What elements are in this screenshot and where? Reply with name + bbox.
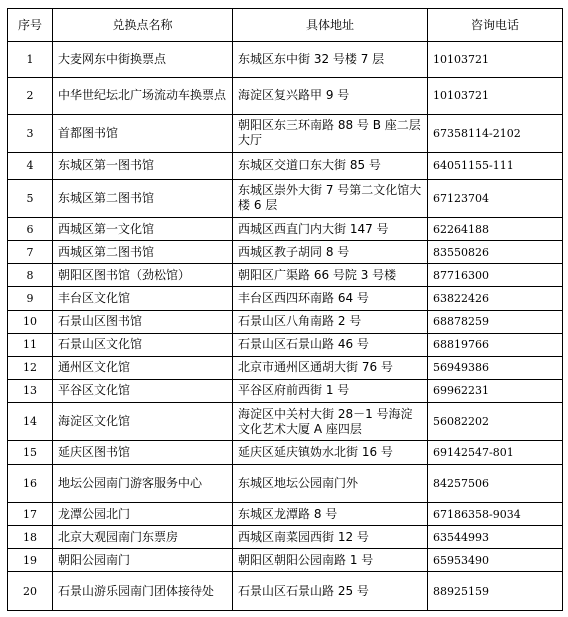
cell-phone: 10103721 <box>428 78 563 114</box>
cell-name: 丰台区文化馆 <box>53 287 233 310</box>
table-row <box>8 310 563 333</box>
table-row <box>8 153 563 179</box>
cell-address: 石景山区八角南路 2 号 <box>233 310 428 333</box>
cell-address: 海淀区复兴路甲 9 号 <box>233 78 428 114</box>
table-row <box>8 333 563 356</box>
cell-phone: 69962231 <box>428 379 563 402</box>
cell-name: 东城区第二图书馆 <box>53 179 233 218</box>
cell-no: 18 <box>8 526 53 549</box>
cell-name: 龙潭公园北门 <box>53 503 233 526</box>
cell-no: 9 <box>8 287 53 310</box>
cell-address: 东城区崇外大街 7 号第二文化馆大楼 6 层 <box>233 179 428 218</box>
cell-name: 延庆区图书馆 <box>53 441 233 464</box>
cell-address: 石景山区石景山路 25 号 <box>233 572 428 611</box>
table-row <box>8 42 563 78</box>
cell-phone: 69142547-801 <box>428 441 563 464</box>
cell-address: 东城区东中街 32 号楼 7 层 <box>233 42 428 78</box>
table-row <box>8 572 563 611</box>
table-row <box>8 379 563 402</box>
table-body <box>8 42 563 611</box>
cell-no: 6 <box>8 218 53 241</box>
cell-address: 丰台区西四环南路 64 号 <box>233 287 428 310</box>
cell-name: 平谷区文化馆 <box>53 379 233 402</box>
cell-no: 15 <box>8 441 53 464</box>
cell-name: 首都图书馆 <box>53 114 233 153</box>
cell-no: 20 <box>8 572 53 611</box>
table-row <box>8 441 563 464</box>
header-name: 兑换点名称 <box>53 9 233 42</box>
cell-no: 12 <box>8 356 53 379</box>
cell-name: 石景山区图书馆 <box>53 310 233 333</box>
table-row <box>8 218 563 241</box>
table-row <box>8 287 563 310</box>
cell-name: 中华世纪坛北广场流动车换票点 <box>53 78 233 114</box>
cell-phone: 67186358-9034 <box>428 503 563 526</box>
cell-name: 朝阳区图书馆（劲松馆） <box>53 264 233 287</box>
cell-no: 5 <box>8 179 53 218</box>
cell-name: 东城区第一图书馆 <box>53 153 233 179</box>
cell-address: 石景山区石景山路 46 号 <box>233 333 428 356</box>
cell-phone: 64051155-111 <box>428 153 563 179</box>
header-no: 序号 <box>8 9 53 42</box>
cell-address: 朝阳区广渠路 66 号院 3 号楼 <box>233 264 428 287</box>
cell-address: 西城区西直门内大街 147 号 <box>233 218 428 241</box>
cell-address: 东城区龙潭路 8 号 <box>233 503 428 526</box>
cell-address: 海淀区中关村大街 28－1 号海淀文化艺术大厦 A 座四层 <box>233 402 428 441</box>
cell-no: 19 <box>8 549 53 572</box>
cell-no: 16 <box>8 464 53 503</box>
cell-name: 西城区第一文化馆 <box>53 218 233 241</box>
cell-phone: 10103721 <box>428 42 563 78</box>
cell-address: 朝阳区朝阳公园南路 1 号 <box>233 549 428 572</box>
cell-no: 7 <box>8 241 53 264</box>
cell-no: 11 <box>8 333 53 356</box>
cell-no: 17 <box>8 503 53 526</box>
table-row <box>8 549 563 572</box>
cell-name: 海淀区文化馆 <box>53 402 233 441</box>
cell-name: 通州区文化馆 <box>53 356 233 379</box>
cell-no: 1 <box>8 42 53 78</box>
cell-address: 朝阳区东三环南路 88 号 B 座二层大厅 <box>233 114 428 153</box>
cell-address: 平谷区府前西街 1 号 <box>233 379 428 402</box>
cell-no: 4 <box>8 153 53 179</box>
cell-phone: 56082202 <box>428 402 563 441</box>
table-row <box>8 356 563 379</box>
header-phone: 咨询电话 <box>428 9 563 42</box>
cell-address: 东城区交道口东大街 85 号 <box>233 153 428 179</box>
cell-phone: 65953490 <box>428 549 563 572</box>
cell-phone: 62264188 <box>428 218 563 241</box>
cell-name: 北京大观园南门东票房 <box>53 526 233 549</box>
cell-no: 8 <box>8 264 53 287</box>
ticket-exchange-table <box>7 8 563 611</box>
cell-no: 10 <box>8 310 53 333</box>
cell-phone: 87716300 <box>428 264 563 287</box>
cell-address: 北京市通州区通胡大街 76 号 <box>233 356 428 379</box>
cell-phone: 63822426 <box>428 287 563 310</box>
cell-phone: 68878259 <box>428 310 563 333</box>
cell-address: 东城区地坛公园南门外 <box>233 464 428 503</box>
cell-phone: 83550826 <box>428 241 563 264</box>
cell-address: 延庆区延庆镇妫水北街 16 号 <box>233 441 428 464</box>
table-row <box>8 114 563 153</box>
cell-phone: 67358114-2102 <box>428 114 563 153</box>
cell-phone: 56949386 <box>428 356 563 379</box>
cell-no: 14 <box>8 402 53 441</box>
table-row <box>8 241 563 264</box>
cell-address: 西城区教子胡同 8 号 <box>233 241 428 264</box>
cell-name: 朝阳公园南门 <box>53 549 233 572</box>
cell-name: 大麦网东中街换票点 <box>53 42 233 78</box>
cell-phone: 68819766 <box>428 333 563 356</box>
table-row <box>8 464 563 503</box>
cell-name: 西城区第二图书馆 <box>53 241 233 264</box>
table-row <box>8 402 563 441</box>
header-row <box>8 9 563 42</box>
cell-no: 2 <box>8 78 53 114</box>
cell-no: 13 <box>8 379 53 402</box>
cell-phone: 84257506 <box>428 464 563 503</box>
header-address: 具体地址 <box>233 9 428 42</box>
cell-name: 石景山区文化馆 <box>53 333 233 356</box>
cell-name: 石景山游乐园南门团体接待处 <box>53 572 233 611</box>
table-row <box>8 264 563 287</box>
table-row <box>8 78 563 114</box>
cell-name: 地坛公园南门游客服务中心 <box>53 464 233 503</box>
cell-phone: 67123704 <box>428 179 563 218</box>
cell-phone: 63544993 <box>428 526 563 549</box>
table-row <box>8 503 563 526</box>
cell-no: 3 <box>8 114 53 153</box>
cell-address: 西城区南菜园西街 12 号 <box>233 526 428 549</box>
table-row <box>8 526 563 549</box>
cell-phone: 88925159 <box>428 572 563 611</box>
table-row <box>8 179 563 218</box>
